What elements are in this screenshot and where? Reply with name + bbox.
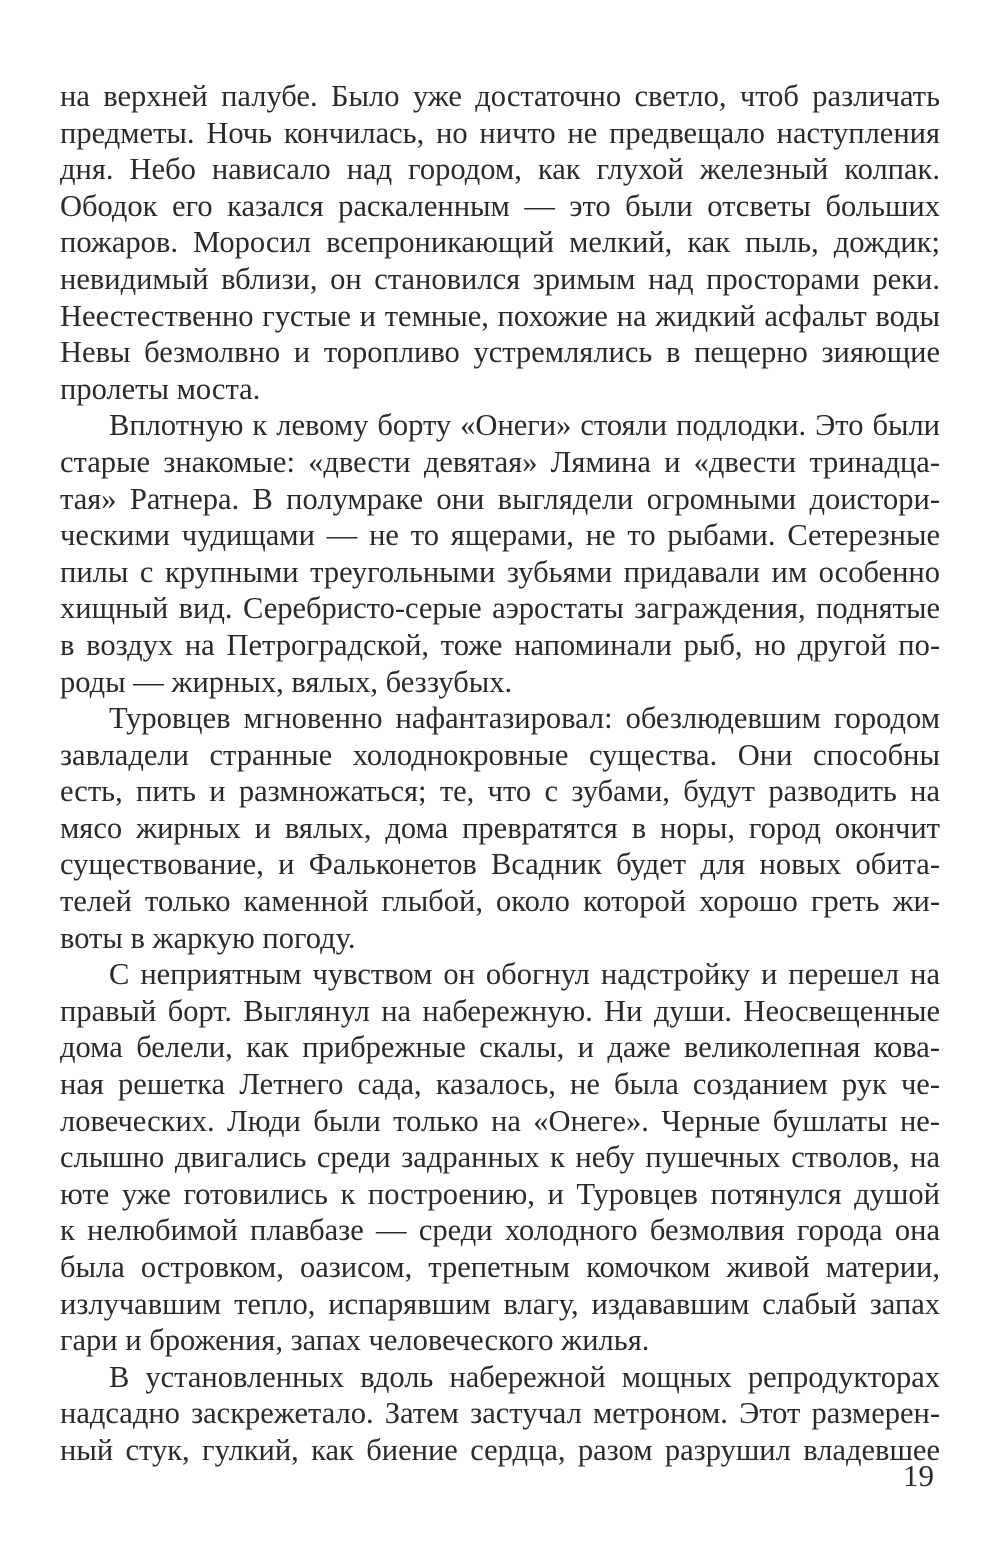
- text-line: слышно двигались среди задранных к небу пушечных стволов, на: [60, 1140, 940, 1175]
- text-line: ная решетка Летнего сада, казалось, не была созданием рук че-: [60, 1067, 940, 1102]
- text-line: старые знакомые: «двести девятая» Лямина и «двести тринадца-: [60, 444, 940, 479]
- text-line: хищный вид. Серебристо-серые аэростаты заграждения, поднятые: [60, 591, 940, 626]
- text-line: правый борт. Выглянул на набережную. Ни души. Неосвещенные: [60, 993, 940, 1028]
- text-line: существование, и Фальконетов Всадник будет для новых обита-: [60, 847, 940, 882]
- text-line: воты в жаркую погоду.: [60, 920, 356, 955]
- text-line: мясо жирных и вялых, дома превратятся в норы, город окончит: [60, 810, 940, 845]
- text-line: излучавшим тепло, испарявшим влагу, издававшим слабый запах: [60, 1286, 940, 1321]
- text-line: есть, пить и размножаться; те, что с зубами, будут разводить на: [60, 774, 940, 809]
- text-line: дома белели, как прибрежные скалы, и даже великолепная кова-: [60, 1030, 940, 1065]
- paragraph-1: [60, 78, 940, 407]
- text-line: роды — жирных, вялых, беззубых.: [60, 664, 513, 699]
- paragraph-5: [60, 1359, 940, 1469]
- text-line: ческими чудищами — не то ящерами, не то рыбами. Сетерезные: [60, 518, 940, 553]
- text-line: к нелюбимой плавбазе — среди холодного безмолвия города она: [60, 1213, 940, 1248]
- text-line: ный стук, гулкий, как биение сердца, разом разрушил владевшее: [60, 1432, 940, 1467]
- text-line: невидимый вблизи, он становился зримым над просторами реки.: [60, 261, 940, 296]
- text-line: была островком, оазисом, трепетным комочком живой материи,: [60, 1250, 940, 1284]
- text-line: завладели странные холоднокровные существа. Они способны: [60, 737, 940, 772]
- paragraph-3: [60, 700, 940, 956]
- text-line: на верхней палубе. Было уже достаточно светло, чтоб различать: [60, 79, 940, 113]
- paragraph-4: [60, 956, 940, 1359]
- text-line: гари и брожения, запах человеческого жилья.: [60, 1323, 650, 1358]
- text-line: дня. Небо нависало над городом, как глухой железный колпак.: [60, 152, 940, 187]
- text-line: пролеты моста.: [60, 371, 261, 406]
- text-line: пожаров. Моросил всепроникающий мелкий, как пыль, дождик;: [60, 225, 940, 260]
- text-line: Ободок его казался раскаленным — это были отсветы больших: [60, 188, 940, 223]
- body-text: [60, 78, 940, 1469]
- text-line: Вплотную к левому борту «Онеги» стояли подлодки. Это были: [109, 408, 940, 443]
- text-line: тая» Ратнера. В полумраке они выглядели огромными доистори-: [60, 481, 940, 516]
- text-line: В установленных вдоль набережной мощных репродукторах: [109, 1359, 940, 1394]
- text-line: юте уже готовились к построению, и Туровцев потянулся душой: [60, 1176, 940, 1211]
- page-number: 19: [903, 1458, 934, 1493]
- text-line: ловеческих. Люди были только на «Онеге». Черные бушлаты не-: [60, 1103, 940, 1138]
- text-line: предметы. Ночь кончилась, но ничто не предвещало наступления: [60, 115, 940, 150]
- text-line: пилы с крупными треугольными зубьями придавали им особенно: [60, 554, 940, 589]
- text-line: Туровцев мгновенно нафантазировал: обезлюдевшим городом: [109, 701, 940, 736]
- text-line: надсадно заскрежетало. Затем застучал метроном. Этот размерен-: [60, 1396, 940, 1431]
- text-line: телей только каменной глыбой, около которой хорошо греть жи-: [60, 884, 940, 919]
- text-line: С неприятным чувством он обогнул надстройку и перешел на: [109, 957, 940, 992]
- paragraph-2: [60, 407, 940, 700]
- text-line: Неестественно густые и темные, похожие на жидкий асфальт воды: [60, 298, 940, 333]
- text-line: в воздух на Петроградской, тоже напоминали рыб, но другой по-: [60, 627, 940, 662]
- text-line: Невы безмолвно и торопливо устремлялись в пещерно зияющие: [60, 335, 940, 370]
